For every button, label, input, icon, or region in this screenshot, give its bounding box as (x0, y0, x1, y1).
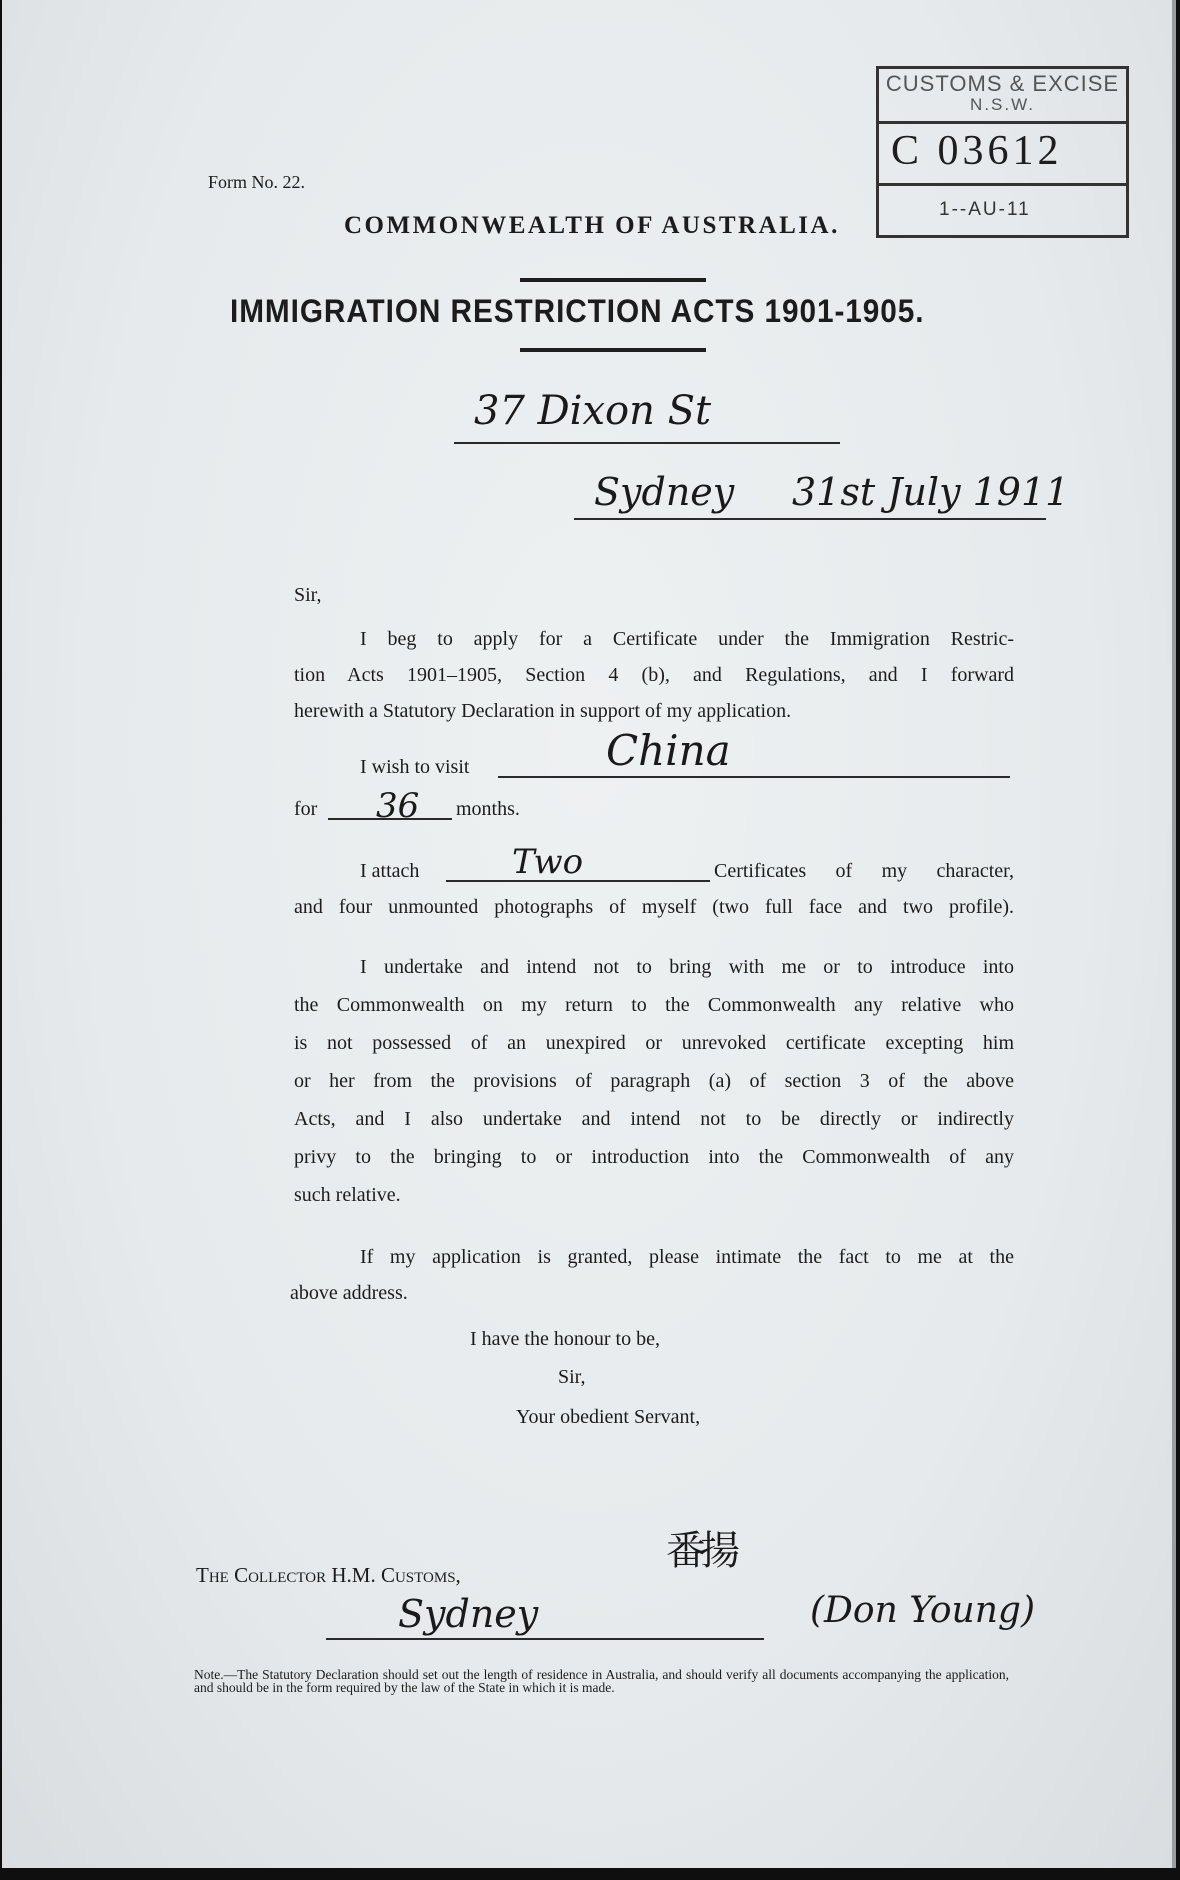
collector-underline (326, 1638, 764, 1640)
para3-line4: or her from the provisions of paragraph (a) of section 3 of the above (294, 1070, 1014, 1092)
handwritten-months: 36 (376, 786, 420, 826)
para4-line1: If my application is granted, please intimate the fact to me at the (360, 1246, 1014, 1268)
handwritten-collector-place: Sydney (398, 1592, 539, 1636)
stamp-line1: CUSTOMS & EXCISE (885, 71, 1120, 96)
heading-rule-bottom (520, 348, 706, 352)
visit-underline (498, 776, 1010, 778)
addressee: The Collector H.M. Customs, (196, 1563, 461, 1587)
customs-stamp (876, 66, 1129, 238)
footnote: Note.—The Statutory Declaration should set out the length of residence in Australia, and should verify all documents accompanying the application, and should be in the form required by the law of the State in which it is made. (194, 1667, 1009, 1695)
stamp-line2: N.S.W. (970, 95, 1035, 114)
for-label: for (294, 798, 318, 820)
stamp-number: C 03612 (891, 128, 1063, 174)
closing-honour: I have the honour to be, (470, 1328, 660, 1350)
attach-label: I attach (360, 860, 420, 882)
stamp-divider-bottom (879, 183, 1126, 186)
salutation: Sir, (294, 584, 322, 606)
document-page (2, 0, 1176, 1868)
para1-line1: I beg to apply for a Certificate under the Immigration Restric- (360, 628, 1014, 650)
date-underline (574, 518, 1046, 520)
form-number: Form No. 22. (208, 172, 306, 192)
acts-title: IMMIGRATION RESTRICTION ACTS 1901-1905. (230, 293, 925, 329)
heading-rule-top (520, 278, 706, 282)
stamp-divider-top (879, 121, 1126, 124)
attach-suffix: Certificates of my character, (714, 860, 1014, 882)
handwritten-date: 31st July 1911 (792, 470, 1070, 514)
para3-line3: is not possessed of an unexpired or unrevoked certificate excepting him (294, 1032, 1014, 1054)
commonwealth-heading: COMMONWEALTH OF AUSTRALIA. (344, 212, 840, 239)
para3-line2: the Commonwealth on my return to the Commonwealth any relative who (294, 994, 1014, 1016)
closing-servant: Your obedient Servant, (516, 1406, 701, 1428)
attach-line2: and four unmounted photographs of myself (two full face and two profile). (294, 896, 1014, 918)
para4-line2: above address. (290, 1282, 408, 1304)
para3-line5: Acts, and I also undertake and intend not to be directly or indirectly (294, 1108, 1014, 1130)
months-label: months. (456, 798, 520, 820)
para3-line6: privy to the bringing to or introduction into the Commonwealth of any (294, 1146, 1014, 1168)
stamp-date: 1--AU-11 (939, 199, 1031, 220)
signature-name: (Don Young) (810, 1590, 1035, 1631)
visit-label: I wish to visit (360, 756, 470, 778)
address-underline (454, 442, 840, 444)
handwritten-destination: China (606, 726, 731, 775)
para3-line7: such relative. (294, 1184, 401, 1206)
signature-chinese: 番揚 (666, 1528, 734, 1574)
handwritten-certificates: Two (512, 842, 584, 882)
handwritten-place: Sydney (594, 470, 735, 514)
handwritten-address: 37 Dixon St (474, 388, 712, 434)
para3-line1: I undertake and intend not to bring with me or to introduce into (360, 956, 1014, 978)
para1-line2: tion Acts 1901–1905, Section 4 (b), and Regulations, and I forward (294, 664, 1014, 686)
para1-line3: herewith a Statutory Declaration in support of my application. (294, 700, 792, 722)
closing-sir: Sir, (558, 1366, 586, 1388)
